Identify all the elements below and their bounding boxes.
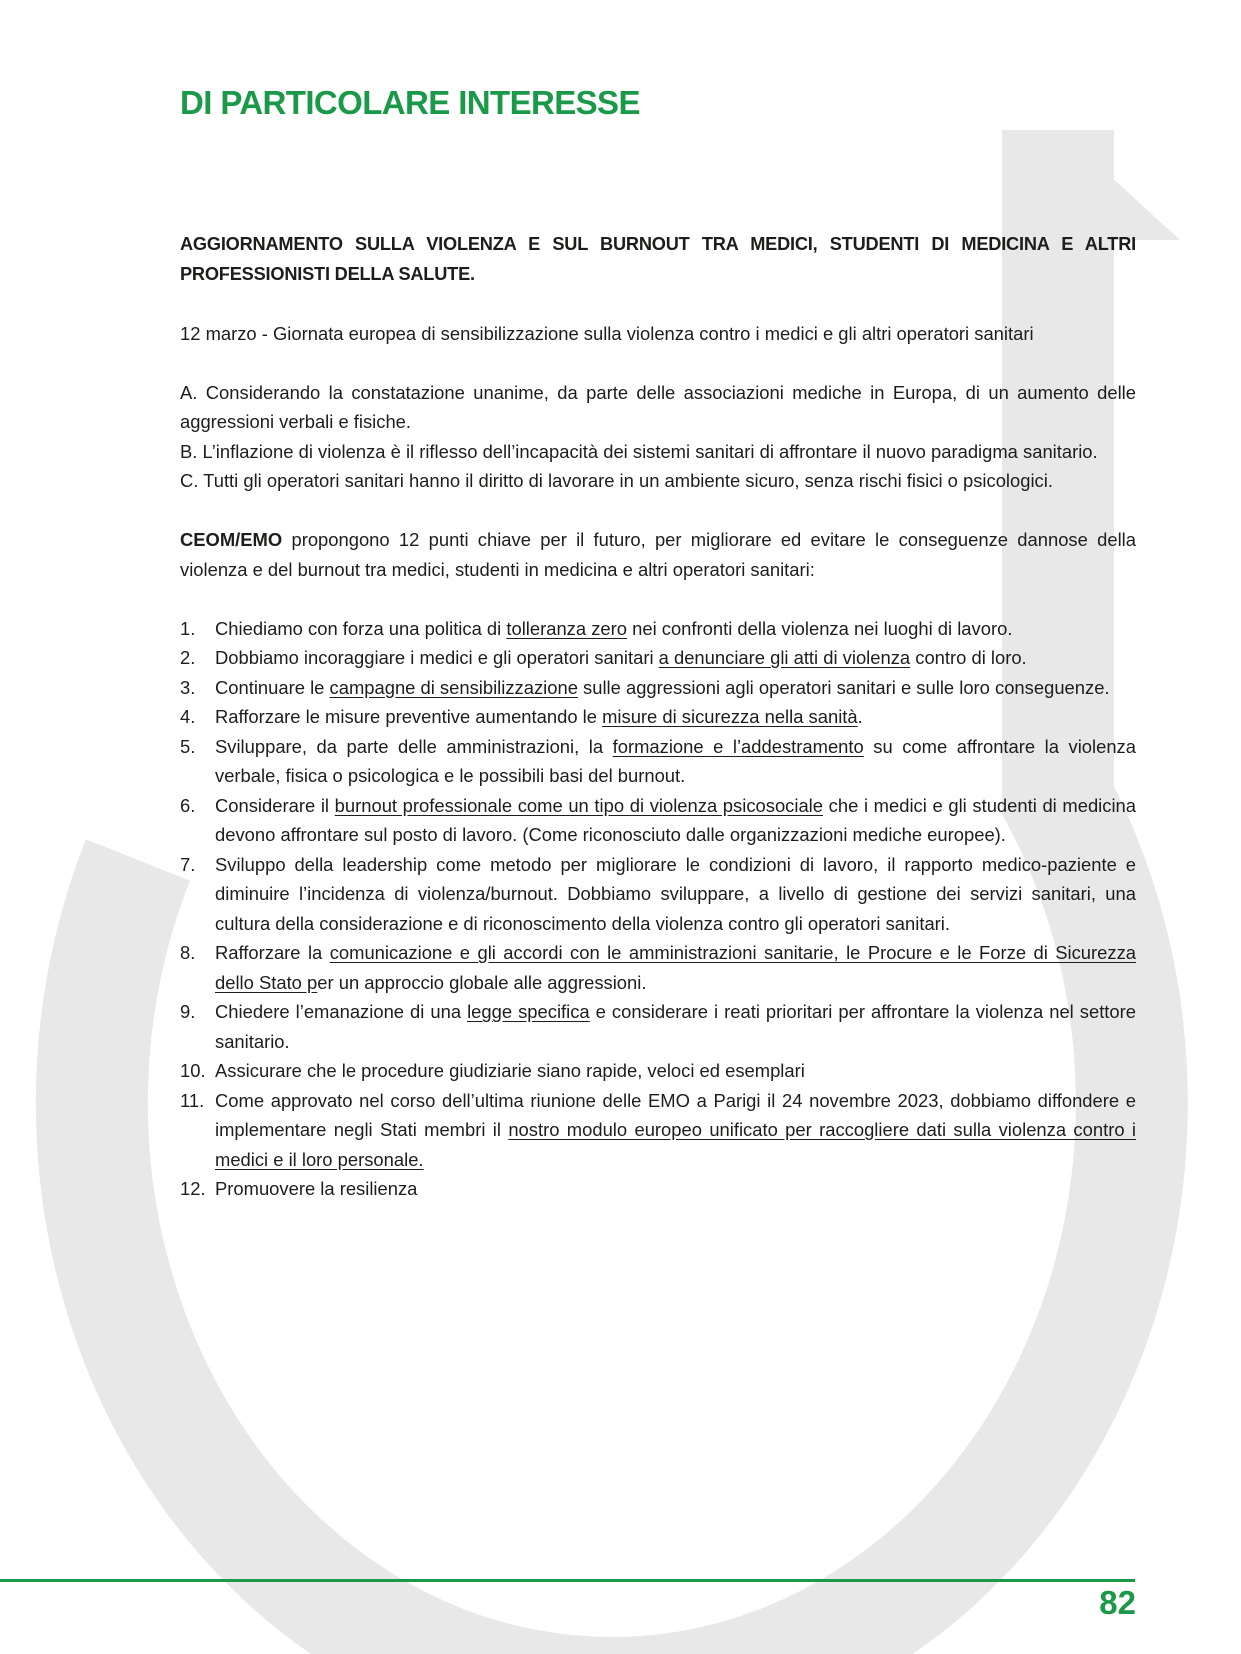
key-point-emphasis: a denunciare gli atti di violenza xyxy=(658,647,911,668)
key-point-number: 4. xyxy=(180,706,196,727)
consideration-c: C. Tutti gli operatori sanitari hanno il diritto di lavorare in un ambiente sicuro, senza rischi fisici o psicologici. xyxy=(180,470,1053,491)
key-point-number: 8. xyxy=(180,942,196,963)
key-point-text: Assicurare che le procedure giudiziarie siano rapide, veloci ed esemplari xyxy=(215,1060,805,1081)
key-point-number: 11. xyxy=(180,1089,205,1111)
key-point-emphasis: burnout professionale come un tipo di violenza psicosociale xyxy=(334,794,823,816)
key-point-text-end: che i medici e gli studenti di medicina devono affrontare sul posto di lavoro. (Come riconosciuto dalle organizzazioni mediche europee). xyxy=(215,794,1137,845)
article-title: AGGIORNAMENTO SULLA VIOLENZA E SUL BURNOUT TRA MEDICI, STUDENTI DI MEDICINA E ALTRI PROFESSIONISTI DELLA SALUTE. xyxy=(180,234,1136,284)
key-point-item xyxy=(180,1086,1136,1175)
key-point-text: Rafforzare la xyxy=(215,942,330,963)
key-point-text-end: er un approccio globale alle aggressioni. xyxy=(317,971,647,993)
considerations xyxy=(180,378,1136,496)
page-number: 82 xyxy=(1099,1584,1136,1621)
key-point-text: Continuare le xyxy=(215,676,330,698)
key-point-item xyxy=(180,850,1136,939)
key-point-text: Promuovere la resilienza xyxy=(215,1178,418,1199)
consideration-b: B. L’inflazione di violenza è il riflesso dell’incapacità dei sistemi sanitari di affrontare il nuovo paradigma sanitario. xyxy=(180,440,1098,462)
key-point-item xyxy=(180,732,1136,791)
key-point-number: 6. xyxy=(180,794,196,816)
key-point-text-end: contro di loro. xyxy=(910,647,1027,668)
intro-text: propongono 12 punti chiave per il futuro, per migliorare ed evitare le conseguenze dannose della violenza e del burnout tra medici, studenti in medicina e altri operatori sanitari: xyxy=(180,529,1136,580)
intro-paragraph xyxy=(180,525,1136,584)
key-point-item xyxy=(180,702,1136,732)
footer-rule xyxy=(0,1579,1135,1582)
key-point-text: Come approvato nel corso dell’ultima riunione delle EMO a Parigi il 24 novembre 2023, dobbiamo diffondere e implementare negli Stati membri il xyxy=(215,1089,1136,1140)
key-point-item xyxy=(180,643,1136,673)
key-point-text-end: . xyxy=(857,706,863,727)
consideration-a: A. Considerando la constatazione unanime, da parte delle associazioni mediche in Europa, di un aumento delle aggressioni verbali e fisiche. xyxy=(180,381,1136,432)
key-point-number: 10. xyxy=(180,1060,206,1081)
key-point-item xyxy=(180,1174,1136,1204)
key-point-text: Chiediamo con forza una politica di xyxy=(215,617,507,639)
key-point-emphasis: campagne di sensibilizzazione xyxy=(329,676,578,698)
key-point-text-end: sulle aggressioni agli operatori sanitari e sulle loro conseguenze. xyxy=(577,676,1110,698)
key-point-item xyxy=(180,614,1136,644)
key-point-text-end: nei confronti della violenza nei luoghi di lavoro. xyxy=(627,617,1013,639)
key-point-emphasis: nostro modulo europeo unificato per raccogliere dati sulla violenza contro i medici e il loro personale. xyxy=(215,1119,1136,1170)
key-point-text: Considerare il xyxy=(215,794,335,816)
organization-name: CEOM/EMO xyxy=(180,529,283,550)
key-point-text: Rafforzare le misure preventive aumentando le xyxy=(215,706,603,727)
key-point-emphasis: comunicazione e gli accordi con le amministrazioni sanitarie, le Procure e le Forze di Sicurezza dello Stato p xyxy=(215,942,1136,993)
key-point-text: Sviluppare, da parte delle amministrazioni, la xyxy=(215,735,613,757)
key-point-number: 3. xyxy=(180,676,196,698)
key-point-emphasis: misure di sicurezza nella sanità xyxy=(602,706,858,727)
key-point-emphasis: formazione e l’addestramento xyxy=(612,735,864,757)
key-point-item xyxy=(180,673,1136,703)
key-point-number: 2. xyxy=(180,647,196,668)
key-point-emphasis: tolleranza zero xyxy=(506,617,627,639)
key-point-text-end: e considerare i reati prioritari per affrontare la violenza nel settore sanitario. xyxy=(215,1001,1136,1052)
key-point-text: Dobbiamo incoraggiare i medici e gli operatori sanitari xyxy=(215,647,659,668)
key-point-item xyxy=(180,938,1136,997)
key-point-item xyxy=(180,997,1136,1056)
key-point-number: 9. xyxy=(180,1001,196,1022)
date-line: 12 marzo - Giornata europea di sensibilizzazione sulla violenza contro i medici e gli altri operatori sanitari xyxy=(180,322,1034,344)
section-title: DI PARTICOLARE INTERESSE xyxy=(180,84,640,121)
key-point-number: 5. xyxy=(180,735,196,757)
key-point-text: Sviluppo della leadership come metodo per migliorare le condizioni di lavoro, il rapporto medico-paziente e diminuire l’incidenza di violenza/burnout. Dobbiamo sviluppare, a livello di gestione dei servizi sanitari, una cultura della considerazione e di riconoscimento della violenza contro gli operatori sanitari. xyxy=(215,853,1136,934)
key-point-text: Chiedere l’emanazione di una xyxy=(215,1001,468,1022)
key-point-item xyxy=(180,1056,1136,1086)
key-point-text-end: su come affrontare la violenza verbale, fisica o psicologica e le possibili basi del burnout. xyxy=(215,735,1136,786)
key-point-number: 1. xyxy=(180,617,196,639)
key-point-emphasis: legge specifica xyxy=(467,1001,590,1022)
key-point-number: 12. xyxy=(180,1178,206,1199)
key-point-item xyxy=(180,791,1136,850)
key-points-list xyxy=(180,614,1136,1204)
article-body xyxy=(180,230,1136,1204)
key-point-number: 7. xyxy=(180,853,196,875)
